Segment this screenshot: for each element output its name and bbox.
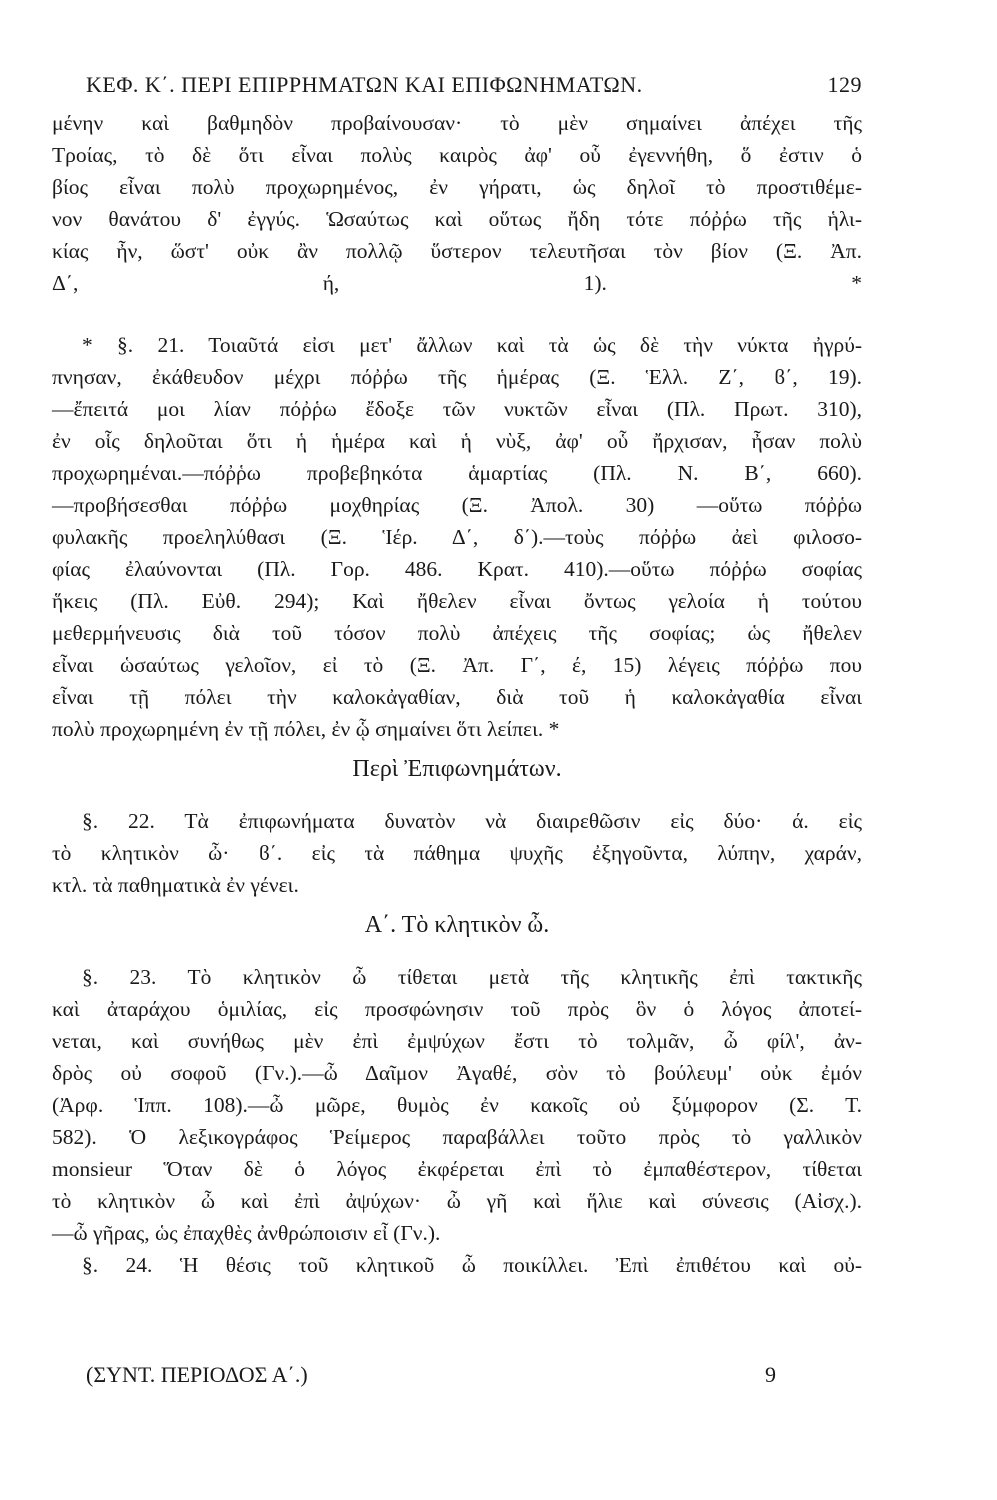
text-line: νον θανάτου δ' ἐγγύς. Ὡσαύτως καὶ οὕτως ἤδη τότε πόῤῥω τῆς ἡλι- <box>52 207 862 231</box>
text-line: 582). Ὁ λεξικογράφος Ῥείμερος παραβάλλει τοῦτο πρὸς τὸ γαλλικὸν <box>52 1125 862 1149</box>
text-line: μένην καὶ βαθμηδὸν προβαίνουσαν· τὸ μὲν σημαίνει ἀπέχει τῆς <box>52 111 862 135</box>
text-line: Δ΄, ή, 1). * <box>52 271 862 295</box>
section-heading: Περὶ Ἐπιφωνημάτων. <box>352 756 562 782</box>
text-line: πολὺ προχωρημένη ἐν τῇ πόλει, ἐν ᾧ σημαίνει ὅτι λείπει. * <box>52 717 560 741</box>
text-line: εἶναι ὡσαύτως γελοῖον, εἰ τὸ (Ξ. Ἀπ. Γ΄, έ, 15) λέγεις πόῤῥω που <box>52 653 862 677</box>
text-line: §. 22. Τὰ ἐπιφωνήματα δυνατὸν νὰ διαιρεθῶσιν εἰς δύο· ά. εἰς <box>82 809 862 833</box>
text-line: τὸ κλητικὸν ὦ καὶ ἐπὶ ἀψύχων· ὦ γῆ καὶ ἥλιε καὶ σύνεσις (Αἰσχ.). <box>52 1189 862 1213</box>
text-line: τὸ κλητικὸν ὦ· ϐ΄. εἰς τὰ πάθημα ψυχῆς ἐξηγοῦντα, λύπην, χαράν, <box>52 841 862 865</box>
text-line: (Ἀρφ. Ἱππ. 108).—ὦ μῶρε, θυμὸς ἐν κακοῖς οὐ ξύμφορον (Σ. Τ. <box>52 1093 862 1117</box>
signature-mark: 9 <box>765 1362 776 1387</box>
text-line: βίος εἶναι πολὺ προχωρημένος, ἐν γήρατι, ὡς δηλοῖ τὸ προστιθέμε- <box>52 175 862 199</box>
text-line: κτλ. τὰ παθηματικὰ ἐν γένει. <box>52 873 299 897</box>
text-line: καὶ ἀταράχου ὁμιλίας, εἰς προσφώνησιν τοῦ πρὸς ὃν ὁ λόγος ἀποτεί- <box>52 997 862 1021</box>
text-line: νεται, καὶ συνήθως μὲν ἐπὶ ἐμψύχων ἔστι τὸ τολμᾶν, ὦ φίλ', ἀν- <box>52 1029 862 1053</box>
text-line: §. 23. Τὸ κλητικὸν ὦ τίθεται μετὰ τῆς κλητικῆς ἐπὶ τακτικῆς <box>82 965 862 989</box>
text-line: —ὦ γῆρας, ὡς ἐπαχθὲς ἀνθρώποισιν εἶ (Γν.). <box>52 1221 441 1245</box>
text-line: ἥκεις (Πλ. Εὐθ. 294); Καὶ ἤθελεν εἶναι ὄντως γελοία ἡ τούτου <box>52 589 862 613</box>
text-line: κίας ἦν, ὥστ' οὐκ ἂν πολλῷ ὕστερον τελευτῆσαι τὸν βίον (Ξ. Ἀπ. <box>52 239 862 263</box>
subsection-heading: Α΄. Τὸ κλητικὸν ὦ. <box>364 912 550 938</box>
text-line: ἐν οἷς δηλοῦται ὅτι ἡ ἡμέρα καὶ ἡ νὺξ, ἀφ' οὗ ἤρχισαν, ἦσαν πολὺ <box>52 429 862 453</box>
text-line: Τροίας, τὸ δὲ ὅτι εἶναι πολὺς καιρὸς ἀφ' οὗ ἐγεννήθη, ὅ ἐστιν ὁ <box>52 143 862 167</box>
text-line: μεθερμήνευσις διὰ τοῦ τόσον πολὺ ἀπέχεις τῆς σοφίας; ὡς ἤθελεν <box>52 621 862 645</box>
text-line: —ἔπειτά μοι λίαν πόῤῥω ἔδοξε τῶν νυκτῶν εἶναι (Πλ. Πρωτ. 310), <box>52 397 862 421</box>
footer-label: (ΣΥΝΤ. ΠΕΡΙΟΔΟΣ Α΄.) <box>86 1362 308 1387</box>
text-line: φίας ἐλαύνονται (Πλ. Γορ. 486. Κρατ. 410).—οὕτω πόῤῥω σοφίας <box>52 557 862 581</box>
text-line: εἶναι τῇ πόλει τὴν καλοκἀγαθίαν, διὰ τοῦ ἡ καλοκἀγαθία εἶναι <box>52 685 862 709</box>
text-line: δρὸς οὐ σοφοῦ (Γν.).—ὦ Δαῖμον Ἀγαθέ, σὸν τὸ βούλευμ' οὐκ ἐμόν <box>52 1061 862 1085</box>
signature-footer <box>86 1362 776 1388</box>
running-header <box>86 72 862 98</box>
text-line: monsieur Ὅταν δὲ ὁ λόγος ἐκφέρεται ἐπὶ τὸ ἐμπαθέστερον, τίθεται <box>52 1157 862 1181</box>
text-line: * §. 21. Τοιαῦτά εἰσι μετ' ἄλλων καὶ τὰ ὡς δὲ τὴν νύκτα ἠγρύ- <box>82 333 862 357</box>
text-line: §. 24. Ἡ θέσις τοῦ κλητικοῦ ὦ ποικίλλει. Ἐπὶ ἐπιθέτου καὶ οὐ- <box>82 1253 862 1277</box>
text-line: πνησαν, ἐκάθευδον μέχρι πόῤῥω τῆς ἡμέρας (Ξ. Ἑλλ. Ζ΄, ϐ΄, 19). <box>52 365 862 389</box>
text-line: —προβήσεσθαι πόῤῥω μοχθηρίας (Ξ. Ἀπολ. 30) —οὕτω πόῤῥω <box>52 493 862 517</box>
text-line: προχωρημέναι.—πόῤῥω προβεβηκότα ἁμαρτίας (Πλ. Ν. Β΄, 660). <box>52 461 862 485</box>
header-title: ΚΕΦ. Κ΄. ΠΕΡΙ ΕΠΙΡΡΗΜΑΤΩΝ ΚΑΙ ΕΠΙΦΩΝΗΜΑΤΩΝ. <box>86 72 643 97</box>
page-number: 129 <box>827 72 862 97</box>
text-line: φυλακῆς προεληλύθασι (Ξ. Ἱέρ. Δ΄, δ΄).—τοὺς πόῤῥω ἀεὶ φιλοσο- <box>52 525 862 549</box>
